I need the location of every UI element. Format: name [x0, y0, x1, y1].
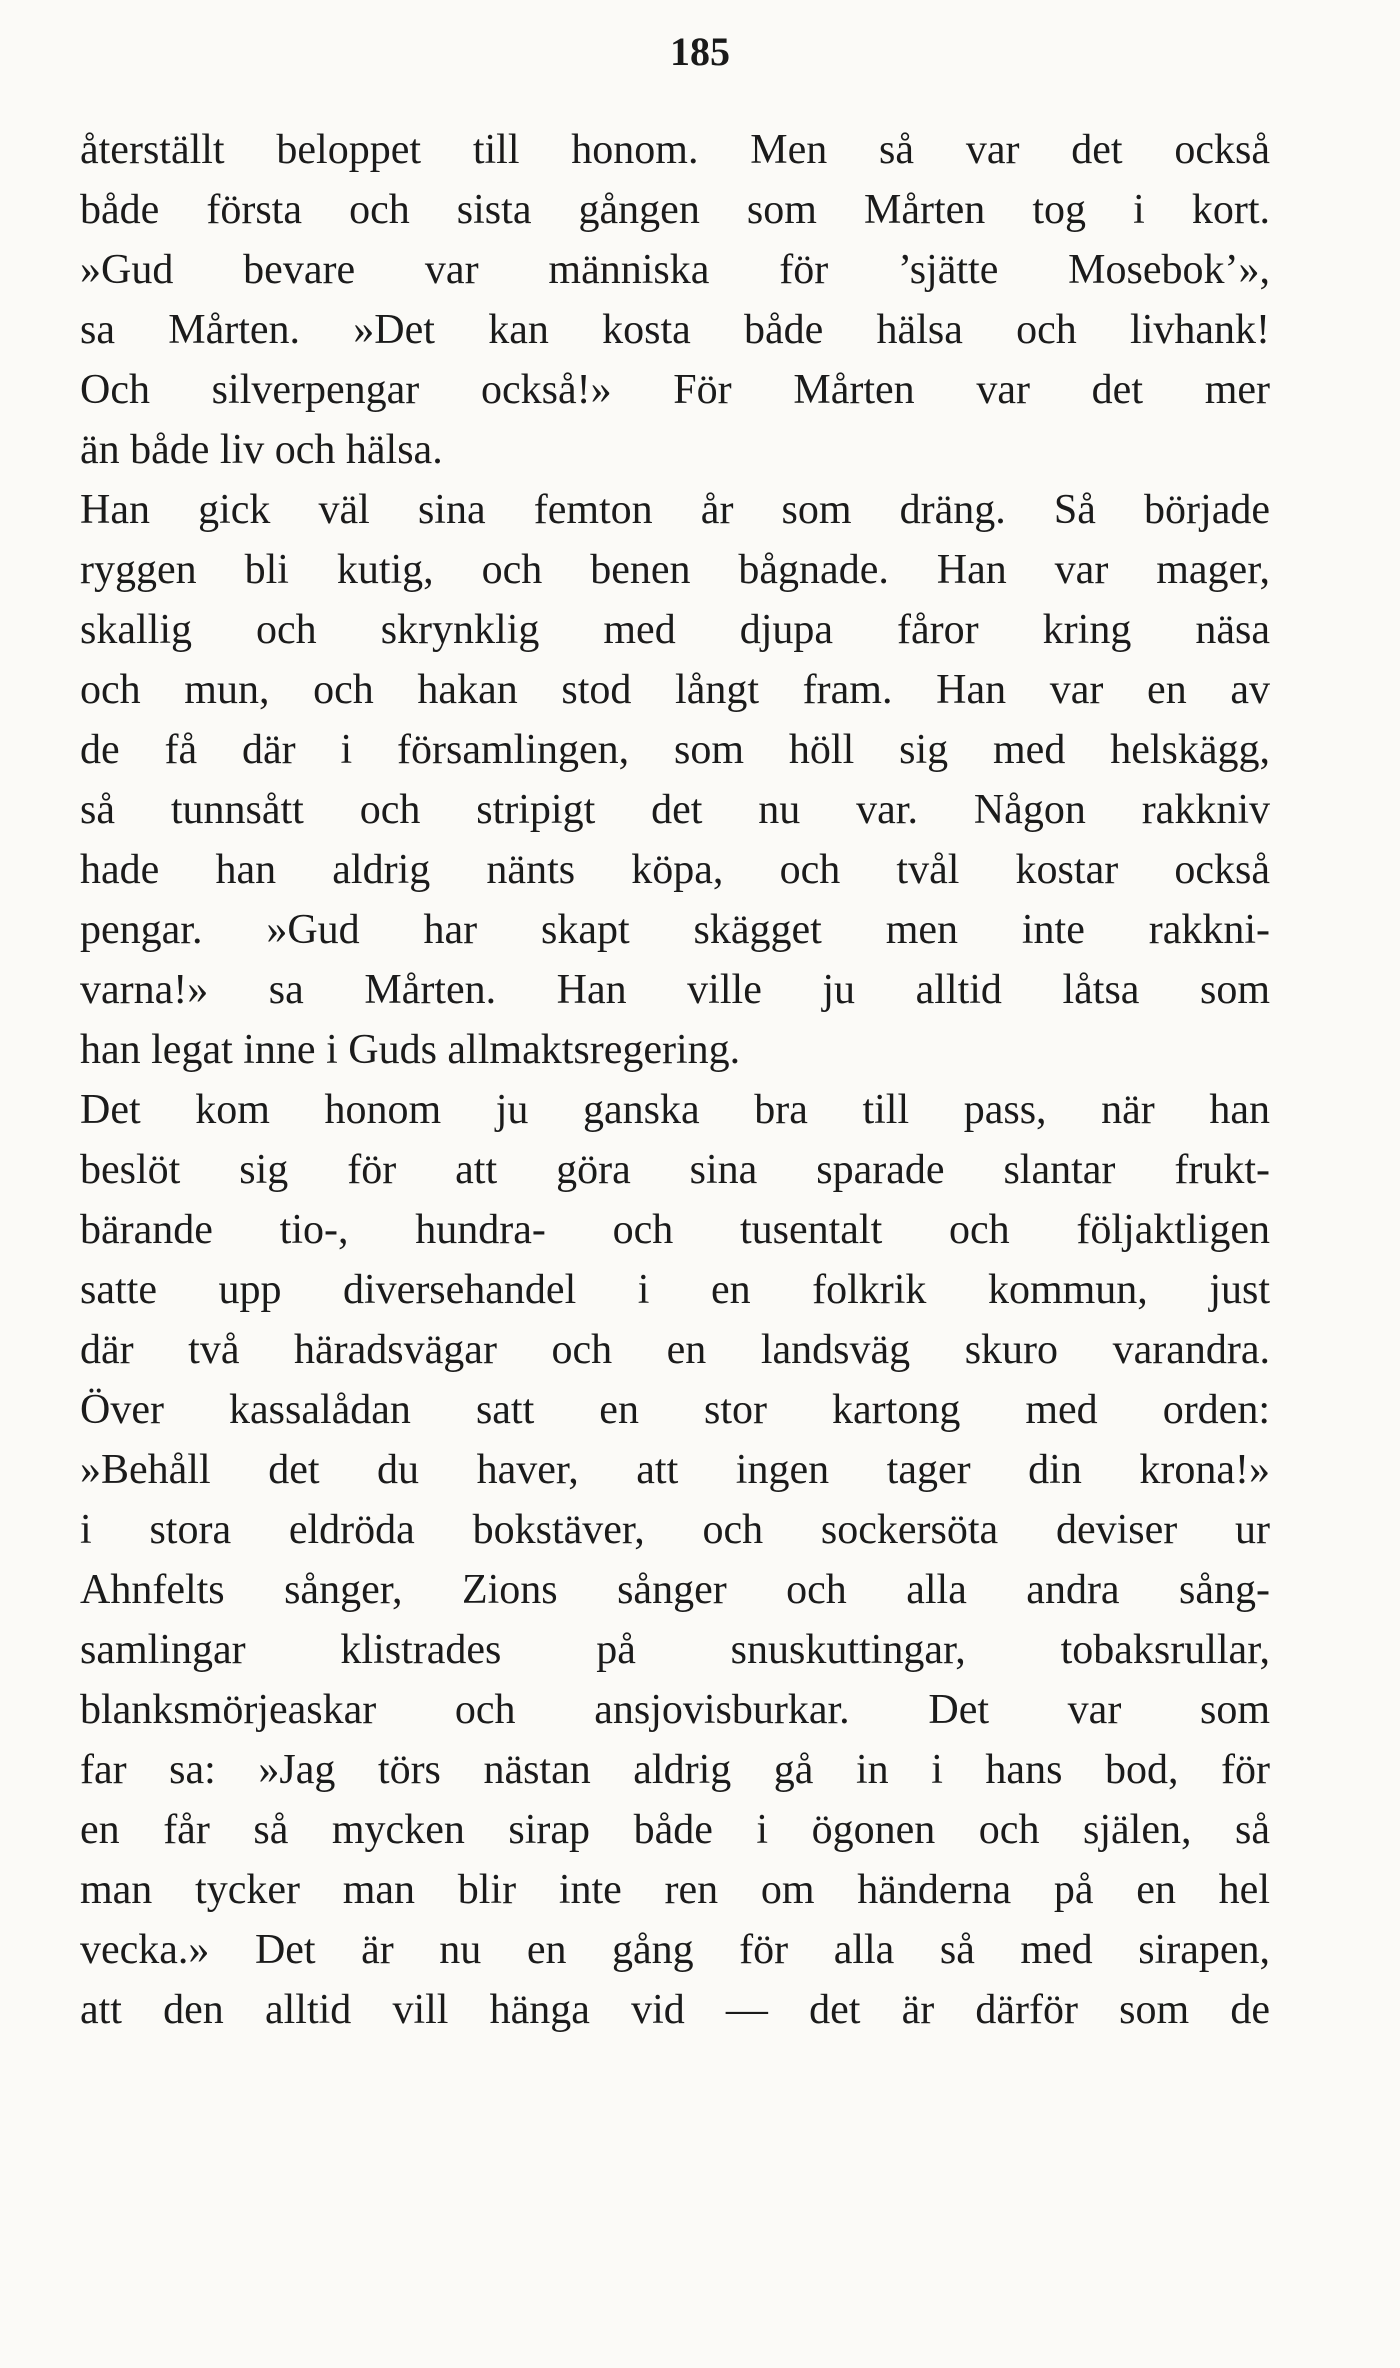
text-line: satte upp diversehandel i en folkrik kommun, just: [80, 1267, 1270, 1313]
text-line: bärande tio-, hundra- och tusentalt och följaktligen: [80, 1207, 1270, 1253]
text-line: så tunnsått och stripigt det nu var. Någon rakkniv: [80, 787, 1270, 833]
text-line: där två häradsvägar och en landsväg skuro varandra.: [80, 1327, 1270, 1373]
text-line: »Gud bevare var människa för ’sjätte Mosebok’»,: [80, 247, 1270, 293]
text-line: Över kassalådan satt en stor kartong med orden:: [80, 1387, 1270, 1433]
text-line: man tycker man blir inte ren om händerna på en hel: [80, 1867, 1270, 1913]
text-line: »Behåll det du haver, att ingen tager din krona!»: [80, 1447, 1270, 1493]
text-line: i stora eldröda bokstäver, och sockersöta deviser ur: [80, 1507, 1270, 1553]
text-line: han legat inne i Guds allmaktsregering.: [80, 1027, 741, 1073]
text-line: och mun, och hakan stod långt fram. Han var en av: [80, 667, 1270, 713]
text-line: vecka.» Det är nu en gång för alla så med sirapen,: [80, 1927, 1270, 1973]
text-line: de få där i församlingen, som höll sig med helskägg,: [80, 727, 1270, 773]
text-line: ryggen bli kutig, och benen bågnade. Han var mager,: [80, 547, 1270, 593]
body-text: [80, 120, 1270, 2040]
text-line: samlingar klistrades på snuskuttingar, tobaksrullar,: [80, 1627, 1270, 1673]
text-line: att den alltid vill hänga vid — det är därför som de: [80, 1987, 1270, 2033]
text-line: Han gick väl sina femton år som dräng. Så började: [80, 487, 1270, 533]
page-number: 185: [670, 29, 730, 74]
text-line: sa Mårten. »Det kan kosta både hälsa och livhank!: [80, 307, 1270, 353]
text-line: Och silverpengar också!» För Mårten var det mer: [80, 367, 1270, 413]
text-line: far sa: »Jag törs nästan aldrig gå in i hans bod, för: [80, 1747, 1270, 1793]
text-line: varna!» sa Mårten. Han ville ju alltid låtsa som: [80, 967, 1270, 1013]
text-line: skallig och skrynklig med djupa fåror kring näsa: [80, 607, 1270, 653]
text-line: blanksmörjeaskar och ansjovisburkar. Det var som: [80, 1687, 1270, 1733]
text-line: beslöt sig för att göra sina sparade slantar frukt-: [80, 1147, 1270, 1193]
text-line: en får så mycken sirap både i ögonen och själen, så: [80, 1807, 1270, 1853]
text-line: Ahnfelts sånger, Zions sånger och alla andra sång-: [80, 1567, 1270, 1613]
text-line: både första och sista gången som Mårten tog i kort.: [80, 187, 1270, 233]
text-line: Det kom honom ju ganska bra till pass, när han: [80, 1087, 1270, 1133]
text-line: återställt beloppet till honom. Men så var det också: [80, 127, 1270, 173]
text-line: än både liv och hälsa.: [80, 427, 443, 473]
text-line: hade han aldrig nänts köpa, och tvål kostar också: [80, 847, 1270, 893]
text-line: pengar. »Gud har skapt skägget men inte rakkni-: [80, 907, 1270, 953]
